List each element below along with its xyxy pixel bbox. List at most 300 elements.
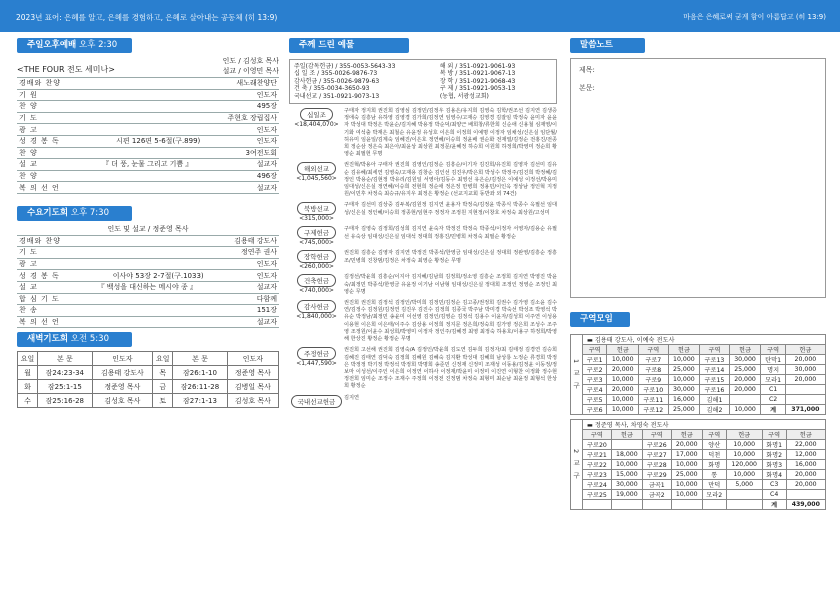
group-cell: 구로15 (700, 375, 729, 385)
order-label: 성 경 봉 독 (19, 137, 60, 146)
group-row (583, 395, 826, 405)
wednesday-leaders (17, 224, 279, 236)
group-cell: 15,000 (611, 470, 642, 480)
group-cell: 10,000 (729, 405, 761, 415)
order-person: 설교자 (256, 183, 277, 192)
sunday-leader: 인도 / 김성호 목사 (222, 57, 279, 65)
offering-donors: 권진희 고선해 권진희 김영숙/A 김정인/박윤희 김도연 김두희 김정자/최 김태정 김경연 김승희 김혜진 김태연 김덕숙 김정희 김혜원 김혜숙 김지환 박성대 김혜희 남상룡 노정순 류경희 박정은 박정정 박기정 박정석 박정희 박명희 송준민 신정재 신정미 조재성 이동용/김정윤 이동정/정보마 이성선/이주인 이은희 이정연 이하사 이정재/박윤미 이정미 이진연 이형찬 이정화 정수현 정전희 임미순 조정수 조재수 주정희 이정전 진정범 차정숙 최형미 최순남 최윤정 최형석 한상희 황정순 (344, 347, 557, 390)
group-row (583, 375, 826, 385)
group-cell: 구로11 (639, 395, 668, 405)
offering-item (289, 300, 557, 343)
group-cell: 25,000 (668, 405, 700, 415)
order-row (17, 247, 279, 259)
order-label: 설 교 (19, 283, 38, 292)
order-row (17, 78, 279, 90)
group-table (582, 334, 826, 415)
offering-amount: <260,000> (299, 263, 334, 271)
group-cell: 20,000 (786, 470, 825, 480)
order-row (17, 259, 279, 271)
group-cell: 10,000 (611, 460, 642, 470)
group-row (583, 470, 826, 480)
order-row (17, 124, 279, 136)
group-cell: C3 (762, 480, 786, 490)
group-cell: 양산 (702, 440, 726, 450)
group-tables (570, 334, 826, 510)
offering-label: 북방선교 (297, 202, 336, 215)
offering-item (289, 226, 557, 246)
group-cell (785, 385, 825, 395)
group-cell: 20,000 (607, 385, 639, 395)
group-cell: 구로6 (583, 405, 607, 415)
groups-header (570, 312, 630, 327)
group-cell: 구로13 (700, 355, 729, 365)
dawn-col-header: 요일 (18, 352, 38, 366)
group-cell (671, 500, 702, 510)
order-row (17, 113, 279, 125)
group-col-header: 헌금 (785, 345, 825, 355)
order-label: 경배와 찬양 (19, 236, 62, 245)
order-label: 찬 양 (19, 102, 38, 111)
bank-account: 십 일 조 / 355-0026-9876-73 (294, 70, 378, 78)
order-person: 설교자 (256, 283, 277, 292)
order-row (17, 182, 279, 194)
offering-donors: 구태자 김선미 김상중 김두복/김원정 김지연 윤용자 박정숙/김정윤 박종식 박종수 옥필선 임대성/신은실 정인혜/이승희 정종현/임현주 정정자 조정원 지현정/이창호 차정숙 최상원/고성미 (344, 202, 557, 216)
group-cell: 탄막1 (761, 355, 785, 365)
group-cell: 김해1 (700, 395, 729, 405)
offering-donors: 구태자 김영숙 김정희/김성희 김지연 윤숙자 박정진 박정숙 박종석/이정자 서영자/김용순 유필선 유숙상 임대성/신은실 임대석 정대희 정홍진/민병희 차정숙 최필순 황정순 (344, 226, 557, 240)
group-row (583, 460, 826, 470)
group-cell: 30,000 (785, 365, 825, 375)
dawn-cell: 수 (18, 394, 38, 408)
order-label: 찬 양 (19, 172, 38, 181)
group-cell (726, 490, 762, 500)
group-cell: 구로29 (642, 470, 671, 480)
dawn-cell: 김병일 목사 (227, 380, 278, 394)
group-cell (785, 395, 825, 405)
group-col-header: 헌금 (668, 345, 700, 355)
group-cell: C1 (761, 385, 785, 395)
notes-header (570, 38, 645, 53)
order-person: 새노래찬양단 (236, 79, 277, 88)
group-cell: 구로26 (642, 440, 671, 450)
order-person: 인도자 (256, 125, 277, 134)
group-cell: 10,000 (607, 395, 639, 405)
sunday-order (17, 78, 279, 194)
order-row (17, 159, 279, 171)
order-person: 주현호 장립집사 (227, 114, 277, 123)
dawn-row (18, 366, 279, 380)
offering-item (289, 108, 557, 158)
bank-account: 국내선교 / 351-0921-9073-13 (294, 92, 380, 100)
group-cell (611, 440, 642, 450)
group-cell: 명지 (761, 365, 785, 375)
group-cell: 구로10 (639, 385, 668, 395)
group-cell: 10,000 (668, 375, 700, 385)
offering-item (289, 250, 557, 270)
seminar-title: <THE FOUR 전도 세미나> (17, 65, 115, 74)
order-label: 경배와 찬양 (19, 79, 62, 88)
dawn-cell: 잠25:1-15 (38, 380, 92, 394)
group-cell: 화명2 (762, 450, 786, 460)
order-detail: 시편 126편 5-6절(구.899) (116, 137, 201, 146)
group-block (570, 334, 826, 415)
order-person: 인도자 (256, 90, 277, 99)
account-box (289, 59, 557, 104)
dawn-cell: 잠26:11-28 (173, 380, 227, 394)
wednesday-title: 수요기도회 (27, 207, 69, 218)
offering-header (289, 38, 409, 53)
group-cell: 구로5 (583, 395, 607, 405)
order-row (17, 90, 279, 102)
dawn-table (17, 351, 279, 408)
group-cell: 30,000 (729, 355, 761, 365)
group-col-header: 구역 (762, 430, 786, 440)
order-person: 김용태 강도사 (234, 236, 277, 245)
offering-title: 주께 드린 예물 (299, 40, 355, 50)
bank-account: 주일(감독헌금) / 355-0053-5643-33 (294, 63, 396, 70)
order-person: 인도자 (256, 137, 277, 146)
notes-title: 말씀노트 (580, 40, 613, 50)
order-person: 다함께 (256, 294, 277, 303)
group-row (583, 490, 826, 500)
group-cell: 25,000 (729, 365, 761, 375)
group-cell: 10,000 (607, 405, 639, 415)
notes-field-title: 제목: (579, 66, 595, 74)
order-person: 인도자 (256, 271, 277, 280)
offering-amount: <315,000> (299, 215, 334, 223)
order-label: 기 도 (19, 114, 38, 123)
group-cell (702, 500, 726, 510)
group-col-header: 헌금 (611, 430, 642, 440)
group-cell: 구로2 (583, 365, 607, 375)
group-cell (642, 500, 671, 510)
sunday-time: 오후 2:30 (78, 40, 118, 50)
offering-label: 국내선교헌금 (291, 395, 343, 408)
group-cell: 10,000 (607, 375, 639, 385)
group-col-header: 구역 (583, 345, 607, 355)
order-label: 기 도 (19, 248, 38, 257)
group-row (583, 500, 826, 510)
order-label: 복 의 선 언 (19, 183, 60, 192)
order-row (17, 136, 279, 148)
group-cell (729, 395, 761, 405)
dawn-col-header: 요일 (153, 352, 173, 366)
order-row (17, 171, 279, 183)
groups-title: 구역모임 (580, 314, 613, 324)
dawn-cell: 잠25:16-28 (38, 394, 92, 408)
offering-donors: 김지연 (344, 394, 360, 401)
group-col-header: 구역 (761, 345, 785, 355)
order-label: 기 원 (19, 90, 38, 99)
group-cell: C2 (761, 395, 785, 405)
dawn-header (17, 332, 132, 347)
group-cell: 통 (702, 470, 726, 480)
group-cell: 구로8 (639, 365, 668, 375)
group-cell: 18,000 (611, 450, 642, 460)
sermon-notes-box[interactable] (570, 58, 826, 298)
order-person: 인도자 (256, 260, 277, 269)
parish-leader: ▬ 정준영 목사, 차영숙 전도사 (583, 420, 826, 430)
offering-label: 장학헌금 (297, 250, 336, 263)
group-cell: 25,000 (668, 365, 700, 375)
group-cell: 구로3 (583, 375, 607, 385)
offering-item (289, 202, 557, 222)
group-cell: 10,000 (668, 355, 700, 365)
offering-label: 감사헌금 (297, 300, 336, 313)
group-cell: C4 (762, 490, 786, 500)
group-cell: 구로7 (639, 355, 668, 365)
parish-leader: ▬ 김용태 강도사, 이예숙 전도사 (583, 335, 826, 345)
order-label: 복 의 선 언 (19, 317, 60, 326)
dawn-title: 새벽기도회 (27, 334, 69, 345)
sunday-preacher: 설교 / 이영민 목사 (222, 67, 279, 75)
order-label: 합 심 기 도 (19, 294, 60, 303)
group-cell: 구로23 (583, 470, 612, 480)
order-row (17, 282, 279, 294)
group-cell: 구로28 (642, 460, 671, 470)
offering-amount: <745,000> (299, 239, 334, 247)
group-cell: 모라2 (702, 490, 726, 500)
group-table (582, 419, 826, 510)
group-cell: 구로24 (583, 480, 612, 490)
group-col-header: 헌금 (726, 430, 762, 440)
order-row (17, 270, 279, 282)
group-cell: 16,000 (786, 460, 825, 470)
group-cell: 10,000 (726, 440, 762, 450)
dawn-cell: 잠24:23-34 (38, 366, 92, 380)
group-col-header: 헌금 (786, 430, 825, 440)
offering-donors: 권진희 권진희 김정석 김정인/박미희 김정민/김정순 김고종/권정희 김권수 김가영 김소윤 김수연/김정수 김정원/김정연 김진우 김진수 김정희 김종국 박주남 박미경 박숙선 박성조 박영석 박유순 박정남/최정민 송윤미 이선영 김정인/김영순 김정석 김용수 이윤자/김성희 이주연 이성용 이용현 이은희 이은태/이주수 김상용 이정희 정지문 정은희/정숙희 김가영 정은희 조성수 조주영 조정원/이윤수 최성희/박영미 이정자 정인주/김혜경 최영 최정숙 하용호/이용구 하정희/박영해 한상진 황정순 황정순 무명 (344, 300, 557, 343)
group-cell: 371,000 (785, 405, 825, 415)
offering-amount: <1,045,560> (296, 175, 337, 183)
group-col-header: 구역 (702, 430, 726, 440)
group-cell: 구로12 (639, 405, 668, 415)
group-cell: 구로16 (700, 385, 729, 395)
group-block (570, 419, 826, 510)
offering-label: 건축헌금 (297, 274, 336, 287)
order-person: 정연주 권사 (240, 248, 277, 257)
order-person: 495장 (256, 102, 277, 111)
sunday-header (17, 38, 132, 53)
order-label: 찬 양 (19, 148, 38, 157)
group-cell: 22,000 (786, 440, 825, 450)
group-row (583, 440, 826, 450)
bank-account: 구 제 / 351-0921-9053-13 (439, 85, 516, 93)
group-col-header: 구역 (583, 430, 612, 440)
order-person: 설교자 (256, 160, 277, 169)
group-cell: 10,000 (671, 490, 702, 500)
dawn-time: 오전 5:30 (70, 334, 109, 345)
order-row (17, 148, 279, 160)
group-cell: 20,000 (607, 365, 639, 375)
dawn-col-header: 본 문 (173, 352, 227, 366)
group-cell: 30,000 (668, 385, 700, 395)
parish-leader-text: 정준영 목사, 차영숙 전도사 (594, 422, 669, 429)
wednesday-order (17, 236, 279, 329)
group-row (583, 405, 826, 415)
offering-donors: 구태자 정지희 권진희 김영심 김정민/김정우 김용은/유지희 김영숙 김학/권조선 김지연 김생증 정애숙 김흥남 유하영 김영경 김가희/김정연 임영수/고재승 김영경 김잘임 박정숙 윤미자 윤윤자 박성대 박정은 박윤순/김지혜 박용정 박순덕/최양근 배희창/류한희 신순애 신용철 심재영/이기화 여석출 박재은 최철순 유윤정 유성호 이은희 이정희 이예명 이정자 임채성/신은실 임단월/허유미 임윤일/김계숙 임혜진/이은호 정연혜/이승희 정윤배 권순화 전재열/김정순 전홍진/전종희 정순삼 정은숙 최은아/최윤상 최상원 최정문/윤혜정 하승희 이원희 하정희/박영미 정순희 황영순 최필헌 무명 (344, 108, 557, 158)
group-cell: 구로22 (583, 460, 612, 470)
dawn-cell: 잠26:1-10 (173, 366, 227, 380)
order-label: 찬 송 (19, 306, 38, 315)
group-cell: 20,000 (786, 480, 825, 490)
parish-label: 2 교 구 (570, 419, 582, 510)
offering-label: 해외선교 (297, 162, 336, 175)
bank-account: 장 학 / 351-0921-9068-43 (439, 77, 516, 85)
dawn-cell: 김성호 목사 (92, 394, 153, 408)
group-cell: 10,000 (671, 480, 702, 490)
order-row (17, 101, 279, 113)
group-cell: 구로20 (583, 440, 612, 450)
sunday-intro (17, 56, 279, 78)
dawn-col-header: 인도자 (227, 352, 278, 366)
dawn-row (18, 380, 279, 394)
group-cell: 120,000 (726, 460, 762, 470)
group-cell (583, 500, 612, 510)
dawn-cell: 월 (18, 366, 38, 380)
offering-amount: <1,447,590> (296, 360, 337, 368)
order-person: 151장 (256, 306, 277, 315)
group-col-header: 구역 (700, 345, 729, 355)
group-cell: 금곡2 (642, 490, 671, 500)
order-label: 광 고 (19, 125, 38, 134)
group-cell: 17,000 (671, 450, 702, 460)
group-cell (726, 500, 762, 510)
dawn-cell: 목 (153, 366, 173, 380)
group-cell (786, 490, 825, 500)
group-cell: 439,000 (786, 500, 825, 510)
group-cell: 10,000 (726, 450, 762, 460)
group-col-header: 구역 (642, 430, 671, 440)
dawn-col-header: 본 문 (38, 352, 92, 366)
offering-item (289, 395, 557, 408)
bank-account: 건 축 / 355-0034-3650-93 (294, 85, 370, 93)
group-cell: 20,000 (729, 385, 761, 395)
group-row (583, 385, 826, 395)
group-row (583, 450, 826, 460)
dawn-cell: 잠27:1-13 (173, 394, 227, 408)
group-col-header: 헌금 (607, 345, 639, 355)
group-cell: 계 (762, 500, 786, 510)
order-detail: 이사야 53장 2-7절(구.1033) (112, 271, 204, 280)
order-person: 설교자 (256, 317, 277, 326)
wednesday-header (17, 206, 132, 221)
offering-list (289, 108, 557, 407)
dawn-cell: 김성호 목사 (227, 394, 278, 408)
group-cell: 10,000 (671, 460, 702, 470)
dawn-row (18, 394, 279, 408)
group-cell: 구로27 (642, 450, 671, 460)
year-motto: 2023년 표어: 은혜를 알고, 은혜를 경험하고, 은혜로 살아내는 공동체 (히 13:9) (16, 13, 278, 22)
dawn-cell: 토 (153, 394, 173, 408)
dawn-cell: 정준영 목사 (92, 380, 153, 394)
verse-motto: 마음은 은혜로써 굳게 함이 아름답고 (히 13:9) (683, 13, 826, 21)
group-cell: 16,000 (668, 395, 700, 405)
group-cell: 계 (761, 405, 785, 415)
order-row (17, 236, 279, 248)
dawn-cell: 정준영 목사 (227, 366, 278, 380)
group-cell: 30,000 (611, 480, 642, 490)
group-cell: 12,000 (786, 450, 825, 460)
group-cell: 구로14 (700, 365, 729, 375)
order-detail: 『 백성을 대신하는 메시야 종 』 (97, 283, 197, 292)
group-cell: 19,000 (611, 490, 642, 500)
order-person: 3여전도회 (245, 148, 277, 157)
group-cell: 5,000 (726, 480, 762, 490)
bank-account: (농협, 서광성교회) (439, 92, 489, 100)
bank-account: 감사헌금 / 355-0026-9879-63 (294, 77, 380, 85)
offering-item (289, 162, 557, 198)
group-cell: 구로9 (639, 375, 668, 385)
offering-item (289, 347, 557, 390)
offering-donors: 권진희 김흥순 김영자 김지연 박정진 박종석/한영금 임대성/신은실 정대희 정완영/김흥순 정흥조/민병희 진창범/김정은 차정숙 최영순 황정순 무명 (344, 250, 557, 264)
dawn-cell: 김용태 강도사 (92, 366, 153, 380)
order-label: 광 고 (19, 260, 38, 269)
group-cell: 화명1 (762, 440, 786, 450)
group-row (583, 480, 826, 490)
group-cell: 화명4 (762, 470, 786, 480)
group-cell: 10,000 (607, 355, 639, 365)
bank-account: 해 외 / 351-0921-9061-93 (439, 63, 516, 70)
wednesday-leader-text: 인도 및 설교 / 정준영 목사 (107, 225, 189, 234)
group-row (583, 355, 826, 365)
group-cell: 구로1 (583, 355, 607, 365)
group-cell: 덕천 (702, 450, 726, 460)
group-cell: 화명3 (762, 460, 786, 470)
bank-account: 복 방 / 351-0921-9067-13 (439, 70, 516, 78)
offering-donors: 김정선/박윤희 김흥순/이지아 김지혜/김남희 김정희/정소영 김흥순 조정희 김지연 박영진 박윤숙/최정민 박종석/한영금 유윤정 이기남 이남형 임대성/신은실 정대희 조정인 정영순 조정인 최영순 무명 (344, 274, 557, 295)
order-row (17, 305, 279, 317)
group-cell (611, 500, 642, 510)
dawn-cell: 금 (153, 380, 173, 394)
offering-label: 주정헌금 (297, 347, 336, 360)
group-cell: 구로25 (583, 490, 612, 500)
offering-column (289, 38, 557, 408)
worship-column (17, 38, 279, 408)
group-row (583, 365, 826, 375)
offering-label: 구제헌금 (297, 226, 336, 239)
notes-field-text: 본문: (579, 84, 595, 92)
group-col-header: 헌금 (671, 430, 702, 440)
order-detail: 『 더 풍, 눈물 그리고 기쁨 』 (102, 160, 193, 169)
group-col-header: 구역 (639, 345, 668, 355)
group-cell: 20,000 (671, 440, 702, 450)
group-cell: 금곡1 (642, 480, 671, 490)
top-banner (0, 0, 840, 32)
offering-amount: <1,840,000> (296, 313, 337, 321)
group-cell: 20,000 (785, 375, 825, 385)
order-label: 성 경 봉 독 (19, 271, 60, 280)
parish-label: 1 교 구 (570, 334, 582, 415)
group-cell: 만덕 (702, 480, 726, 490)
group-cell: 김해2 (700, 405, 729, 415)
order-label: 설 교 (19, 160, 38, 169)
group-cell: 구로4 (583, 385, 607, 395)
offering-item (289, 274, 557, 296)
right-column (570, 38, 826, 510)
group-cell: 10,000 (726, 470, 762, 480)
offering-amount: <18,404,070> (294, 121, 339, 129)
group-cell: 20,000 (785, 355, 825, 365)
offering-label: 십일조 (300, 108, 333, 121)
order-row (17, 294, 279, 306)
offering-amount: <740,000> (299, 287, 334, 295)
group-cell: 25,000 (671, 470, 702, 480)
sunday-title: 주일오후예배 (27, 40, 77, 50)
group-cell: 모라1 (761, 375, 785, 385)
dawn-col-header: 인도자 (92, 352, 153, 366)
group-col-header: 헌금 (729, 345, 761, 355)
